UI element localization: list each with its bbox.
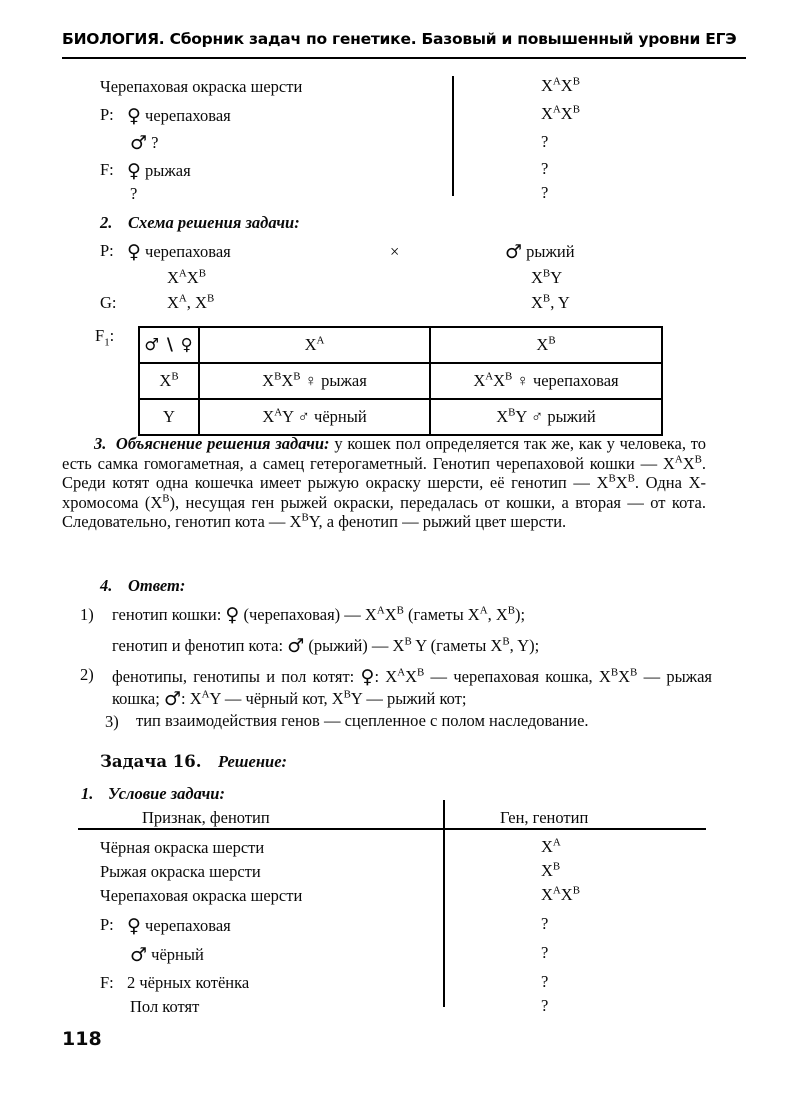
table-row [139,399,662,435]
punnett-corner-cell: ♂ \ ♀ [139,327,199,363]
punnett-square-table [138,326,663,436]
punnett-col-header-1: $X^B$ [430,327,662,363]
task16-header-gene: Ген, генотип [500,808,589,827]
female-symbol-icon: ♀ [127,915,141,937]
scheme-g-label: G: [100,293,117,312]
task16-row-6-genotype: ? [541,996,549,1015]
top-row-1-label: P: [100,105,114,124]
scheme-heading: Схема решения задачи: [128,213,300,232]
task16-title: Задача 16. [100,752,202,771]
scheme-p-right-text: рыжий [526,242,575,261]
task16-row-5-label: F: [100,973,114,992]
task16-row-5-trait: 2 чёрных котёнка [127,973,250,992]
running-head: БИОЛОГИЯ. Сборник задач по генетике. Базовый и повышенный уровни ЕГЭ [62,30,737,48]
answer-item-3-marker: 3) [105,712,119,731]
scheme-g-left: $X^A$, $X^B$ [167,292,215,312]
top-row-3-genotype: ? [541,159,549,178]
scheme-p-label: P: [100,241,114,260]
task16-row-0-trait: Чёрная окраска шерсти [100,838,265,857]
task16-row-6-trait: Пол котят [130,997,200,1016]
female-symbol-icon: ♀ [127,160,141,182]
answer-item-2-marker: 2) [80,665,94,684]
task16-row-2-genotype: $X^AX^B$ [541,884,580,904]
task16-condition-number: 1. [81,784,94,803]
table-row [139,363,662,399]
top-row-3-label: F: [100,160,114,179]
punnett-cell-0-0: $X^BX^B$ ♀ рыжая [199,363,430,399]
scheme-p-right-phenotype [505,243,575,262]
punnett-cell-1-0: $X^AY$ ♂ чёрный [199,399,430,435]
explanation-paragraph [62,434,706,532]
answer-heading: Ответ: [128,576,186,595]
top-row-1-trait [127,107,231,126]
punnett-cell-0-1: $X^AX^B$ ♀ черепаховая [430,363,662,399]
task16-row-4-genotype: ? [541,943,549,962]
table-row [139,327,662,363]
top-row-3-trait [127,162,191,181]
top-row-0-trait: Черепаховая окраска шерсти [100,77,303,96]
task16-row-3-genotype: ? [541,914,549,933]
explanation-number: 3. [94,434,107,453]
scheme-p-right-genotype: $X^BY$ [531,267,563,287]
scheme-p-left-phenotype [127,243,231,262]
task16-row-3-label: P: [100,915,114,934]
top-row-1-trait-text: черепаховая [145,106,231,125]
task16-row-1-genotype: $X^B$ [541,860,561,880]
task16-row-4-trait-text: чёрный [151,945,204,964]
top-row-2-trait-text: ? [151,133,159,152]
punnett-cell-1-1: $X^BY$ ♂ рыжий [430,399,662,435]
female-symbol-icon: ♀ [127,105,141,127]
top-row-4-genotype: ? [541,183,549,202]
male-symbol-icon: ♂ [130,132,148,154]
task16-row-4-trait [130,946,204,965]
task16-row-3-trait [127,917,231,936]
task16-condition-heading: Условие задачи: [108,784,225,803]
top-row-1-genotype: $X^AX^B$ [541,103,580,123]
explanation-text: у кошек пол определяется так же, как у человека, то есть самка гомогаметная, а самец гетерогаметный. Генотип черепаховой кошки — $X^AX^B$. Среди котят одна кошечка имеет рыжую окраску шерсти, её генотип — $X^BX^B$. Одна Х-хромосома $(X^B)$, несущая ген рыжей окраски, передалась от кошки, а вторая — от кота. Следовательно, генотип кота — $X^BY$, а фенотип — рыжий цвет шерсти. [62,434,706,532]
answer-item-1-line-2: генотип и фенотип кота: ♂ (рыжий) — $X^B$ Y (гаметы $X^B$, Y); [112,635,540,657]
answer-item-1-marker: 1) [80,605,94,624]
top-row-4-trait: ? [130,184,138,203]
top-row-0-genotype: $X^AX^B$ [541,75,580,95]
task16-table-divider [443,800,445,1007]
top-table-divider [452,76,454,196]
scheme-f1-label: $F_1$: [95,326,115,349]
punnett-row-header-1: Y [139,399,199,435]
top-row-2-trait [130,134,159,153]
task16-row-5-genotype: ? [541,972,549,991]
scheme-number: 2. [100,213,113,232]
running-head-rule [62,57,746,59]
task16-row-3-trait-text: черепаховая [145,916,231,935]
scheme-cross-symbol: × [390,242,400,261]
task16-header-trait: Признак, фенотип [142,808,270,827]
scheme-p-left-genotype: $X^AX^B$ [167,267,206,287]
top-row-2-genotype: ? [541,132,549,151]
task16-header-rule [78,828,706,830]
answer-item-2-line-1: фенотипы, генотипы и пол котят: ♀: $X^AX^B$ — черепаховая кошка, $X^BX^B$ — рыжая кошка; ♂: $X^AY$ — чёрный кот, $X^BY$ — рыжий кот; [112,666,712,710]
punnett-col-header-0: $X^A$ [199,327,430,363]
top-row-3-trait-text: рыжая [145,161,191,180]
page-number: 118 [62,1028,102,1050]
answer-item-1-line-1: генотип кошки: ♀ (черепаховая) — $X^AX^B$ (гаметы $X^A$, $X^B$); [112,604,526,626]
punnett-row-header-0: $X^B$ [139,363,199,399]
answer-item-3-line-1: тип взаимодействия генов — сцепленное с полом наследование. [136,711,589,730]
task16-solution-label: Решение: [218,752,288,771]
scheme-g-right: $X^B$, Y [531,292,570,312]
male-symbol-icon: ♂ [130,944,148,966]
task16-row-2-trait: Черепаховая окраска шерсти [100,886,303,905]
scheme-p-left-text: черепаховая [145,242,231,261]
answer-number: 4. [100,576,113,595]
male-symbol-icon: ♂ [505,241,523,263]
task16-row-1-trait: Рыжая окраска шерсти [100,862,261,881]
female-symbol-icon: ♀ [127,241,141,263]
task16-row-0-genotype: $X^A$ [541,836,561,856]
explanation-heading: Объяснение решения задачи: [115,434,330,453]
